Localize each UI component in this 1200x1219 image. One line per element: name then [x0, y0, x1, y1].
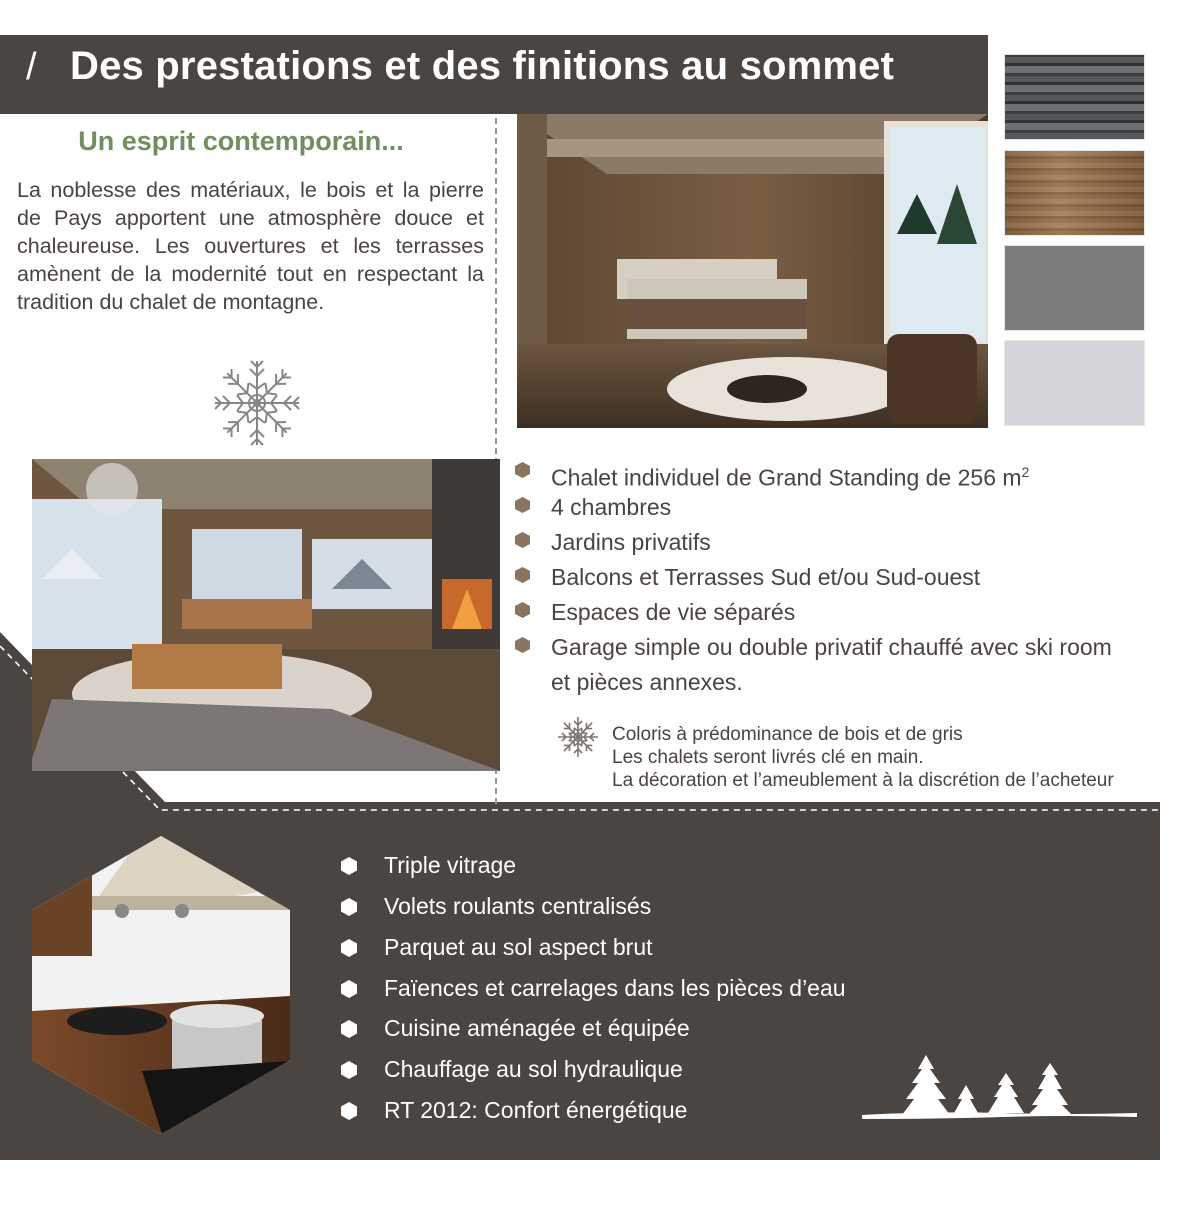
- hexagon-bullet-icon: [340, 939, 358, 957]
- snowflake-icon: [556, 715, 600, 759]
- spec-text: Cuisine aménagée et équipée: [384, 1015, 690, 1041]
- hexagon-bullet-icon: [340, 857, 358, 875]
- swatch-wood: [1004, 150, 1145, 236]
- bedroom-photo: [517, 114, 988, 428]
- feature-text: Garage simple ou double privatif chauffé avec ski room: [551, 634, 1112, 660]
- feature-text: Balcons et Terrasses Sud et/ou Sud-ouest: [551, 564, 981, 590]
- spec-item: [340, 1097, 687, 1124]
- hexagon-bullet-icon: [340, 1020, 358, 1038]
- spec-text: RT 2012: Confort énergétique: [384, 1097, 688, 1123]
- spec-text: Triple vitrage: [384, 852, 517, 878]
- spec-text: Faïences et carrelages dans les pièces d’eau: [384, 975, 846, 1001]
- feature-item-continuation: [551, 665, 743, 700]
- note-line: Les chalets seront livrés clé en main.: [612, 747, 924, 768]
- feature-text: Jardins privatifs: [551, 529, 711, 555]
- hexagon-bullet-icon: [340, 898, 358, 916]
- hexagon-bullet-icon: [515, 602, 530, 618]
- living-room-photo: [32, 459, 500, 771]
- note-line: La décoration et l’ameublement à la discrétion de l’acheteur: [612, 770, 1114, 791]
- feature-item: [515, 560, 980, 595]
- feature-text: et pièces annexes.: [551, 669, 743, 695]
- section-subtitle: Un esprit contemporain...: [78, 126, 404, 156]
- feature-item: [515, 630, 1112, 665]
- hexagon-bullet-icon: [515, 497, 530, 513]
- feature-text: Espaces de vie séparés: [551, 599, 796, 625]
- hexagon-bullet-icon: [515, 532, 530, 548]
- hexagon-bullet-icon: [340, 980, 358, 998]
- intro-paragraph: La noblesse des matériaux, le bois et la pierre de Pays apportent une atmosphère douce et chaleureuse. Les ouvertures et les terrasses amènent de la modernité tout en respectant la tradition du chalet de montagne.: [17, 178, 484, 314]
- note-line: Coloris à prédominance de bois et de gris: [612, 724, 963, 745]
- hexagon-bullet-icon: [515, 462, 530, 478]
- header-slash: /: [26, 46, 37, 88]
- feature-text: 4 chambres: [551, 494, 672, 520]
- spec-text: Chauffage au sol hydraulique: [384, 1056, 683, 1082]
- spec-item: [340, 852, 516, 879]
- spec-item: [340, 1015, 690, 1042]
- feature-item: [515, 525, 711, 560]
- swatch-stone: [1004, 54, 1145, 140]
- spec-item: [340, 975, 846, 1002]
- feature-text: Chalet individuel de Grand Standing de 256 m: [551, 464, 1022, 491]
- hexagon-bullet-icon: [515, 637, 530, 653]
- spec-text: Parquet au sol aspect brut: [384, 934, 653, 960]
- spec-item: [340, 1056, 683, 1083]
- pine-trees-icon: [862, 1055, 1137, 1123]
- hexagon-bullet-icon: [340, 1102, 358, 1120]
- spec-item: [340, 893, 651, 920]
- swatch-light-grey: [1004, 340, 1145, 426]
- spec-text: Volets roulants centralisés: [384, 893, 652, 919]
- hexagon-bullet-icon: [515, 567, 530, 583]
- hexagon-bullet-icon: [340, 1061, 358, 1079]
- snowflake-icon: [212, 358, 302, 448]
- kitchen-photo: [32, 836, 290, 1134]
- page-title: Des prestations et des finitions au sommet: [70, 44, 895, 88]
- superscript-2: 2: [1021, 464, 1030, 480]
- swatch-grey: [1004, 245, 1145, 331]
- feature-item: [515, 490, 671, 525]
- spec-item: [340, 934, 653, 961]
- feature-item: [515, 595, 795, 630]
